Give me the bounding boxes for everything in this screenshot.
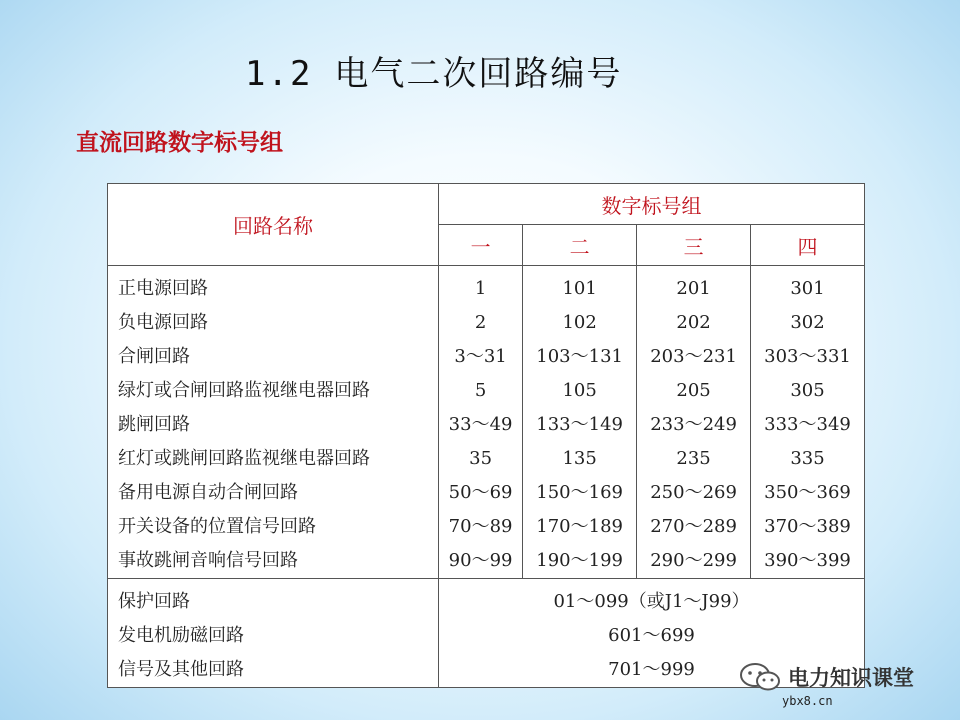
code-cell-group-3: 250～269 <box>637 476 751 510</box>
code-cell-group-2: 133～149 <box>523 408 637 442</box>
table-row <box>108 340 865 374</box>
code-cell-group-2: 105 <box>523 374 637 408</box>
code-cell-group-4: 333～349 <box>751 408 865 442</box>
watermark <box>738 662 914 692</box>
watermark-url: ybx8.cn <box>782 694 833 708</box>
circuit-name: 备用电源自动合闸回路 <box>108 476 439 510</box>
circuit-name: 负电源回路 <box>108 306 439 340</box>
table-row <box>108 476 865 510</box>
circuit-code-table <box>107 183 865 688</box>
code-cell-group-1: 90～99 <box>439 544 523 579</box>
watermark-text: 电力知识课堂 <box>788 666 914 690</box>
circuit-name: 跳闸回路 <box>108 408 439 442</box>
circuit-name: 绿灯或合闸回路监视继电器回路 <box>108 374 439 408</box>
code-cell-group-2: 135 <box>523 442 637 476</box>
code-cell-group-3: 270～289 <box>637 510 751 544</box>
group-header-2: 二 <box>523 225 637 266</box>
name-column-header: 回路名称 <box>108 184 439 266</box>
section-number: 1.2 <box>245 54 313 94</box>
code-cell-group-3: 203～231 <box>637 340 751 374</box>
table-row <box>108 266 865 307</box>
code-cell-group-4: 335 <box>751 442 865 476</box>
circuit-name: 合闸回路 <box>108 340 439 374</box>
code-range-all-groups: 01～099（或J1～J99） <box>439 579 865 620</box>
slide-title <box>245 46 622 95</box>
table-row <box>108 619 865 653</box>
code-cell-group-2: 190～199 <box>523 544 637 579</box>
code-cell-group-4: 302 <box>751 306 865 340</box>
code-cell-group-1: 70～89 <box>439 510 523 544</box>
circuit-name: 红灯或跳闸回路监视继电器回路 <box>108 442 439 476</box>
table-row <box>108 306 865 340</box>
table-row <box>108 374 865 408</box>
group-header-1: 一 <box>439 225 523 266</box>
code-cell-group-1: 50～69 <box>439 476 523 510</box>
table-body <box>108 266 865 688</box>
code-cell-group-2: 150～169 <box>523 476 637 510</box>
code-cell-group-1: 5 <box>439 374 523 408</box>
code-range-all-groups: 601～699 <box>439 619 865 653</box>
table-row <box>108 544 865 579</box>
code-cell-group-4: 390～399 <box>751 544 865 579</box>
code-cell-group-4: 301 <box>751 266 865 307</box>
circuit-name: 发电机励磁回路 <box>108 619 439 653</box>
circuit-name: 事故跳闸音响信号回路 <box>108 544 439 579</box>
subtitle: 直流回路数字标号组 <box>76 129 283 156</box>
code-cell-group-1: 2 <box>439 306 523 340</box>
code-cell-group-4: 305 <box>751 374 865 408</box>
circuit-name: 正电源回路 <box>108 266 439 307</box>
code-cell-group-1: 33～49 <box>439 408 523 442</box>
code-cell-group-2: 101 <box>523 266 637 307</box>
title-text: 电气二次回路编号 <box>334 54 623 94</box>
circuit-name: 开关设备的位置信号回路 <box>108 510 439 544</box>
table-row <box>108 442 865 476</box>
code-cell-group-3: 233～249 <box>637 408 751 442</box>
code-cell-group-3: 202 <box>637 306 751 340</box>
group-header-3: 三 <box>637 225 751 266</box>
group-column-header: 数字标号组 <box>439 184 865 225</box>
code-cell-group-3: 290～299 <box>637 544 751 579</box>
code-cell-group-1: 35 <box>439 442 523 476</box>
circuit-name: 信号及其他回路 <box>108 653 439 688</box>
table-row <box>108 408 865 442</box>
code-cell-group-1: 1 <box>439 266 523 307</box>
group-header-4: 四 <box>751 225 865 266</box>
table-row <box>108 510 865 544</box>
code-cell-group-3: 235 <box>637 442 751 476</box>
table-row <box>108 579 865 620</box>
code-cell-group-1: 3～31 <box>439 340 523 374</box>
code-range-all-groups: 701～999 <box>439 653 865 688</box>
code-cell-group-4: 303～331 <box>751 340 865 374</box>
code-cell-group-4: 350～369 <box>751 476 865 510</box>
wechat-icon <box>738 662 782 692</box>
code-cell-group-3: 201 <box>637 266 751 307</box>
code-cell-group-3: 205 <box>637 374 751 408</box>
code-cell-group-2: 102 <box>523 306 637 340</box>
code-cell-group-2: 170～189 <box>523 510 637 544</box>
circuit-name: 保护回路 <box>108 579 439 620</box>
code-cell-group-4: 370～389 <box>751 510 865 544</box>
code-cell-group-2: 103～131 <box>523 340 637 374</box>
